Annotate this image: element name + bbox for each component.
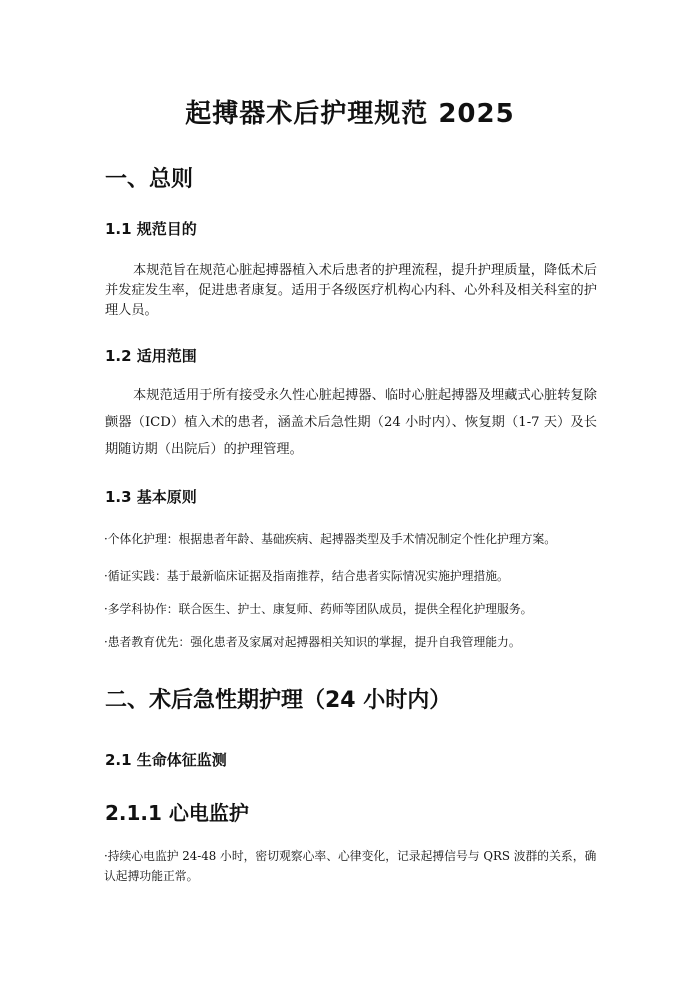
section-heading-acute-care: 二、术后急性期护理（24 小时内） bbox=[105, 688, 452, 713]
section-heading-general: 一、总则 bbox=[105, 167, 194, 192]
paragraph-scope: 本规范适用于所有接受永久性心脏起搏器、临时心脏起搏器及埋藏式心脏转复除颤器（ICD）植入术的患者，涵盖术后急性期（24 小时内）、恢复期（1-7 天）及长期随访期（出院后）的护理管理。 bbox=[105, 388, 597, 457]
principle-item: ·循证实践：基于最新临床证据及指南推荐，结合患者实际情况实施护理措施。 bbox=[104, 569, 509, 583]
paragraph-purpose: 本规范旨在规范心脏起搏器植入术后患者的护理流程，提升护理质量，降低术后并发症发生率，促进患者康复。适用于各级医疗机构心内科、心外科及相关科室的护理人员。 bbox=[105, 263, 597, 318]
subsection-heading-1-1: 1.1 规范目的 bbox=[105, 220, 197, 238]
subsection-heading-2-1: 2.1 生命体征监测 bbox=[105, 751, 227, 769]
subsection-heading-1-3: 1.3 基本原则 bbox=[105, 488, 197, 506]
principle-item: ·个体化护理：根据患者年龄、基础疾病、起搏器类型及手术情况制定个性化护理方案。 bbox=[104, 532, 557, 546]
subsection-heading-2-1-1: 2.1.1 心电监护 bbox=[105, 801, 249, 825]
principle-item: ·患者教育优先：强化患者及家属对起搏器相关知识的掌握，提升自我管理能力。 bbox=[104, 635, 521, 649]
principle-item: ·多学科协作：联合医生、护士、康复师、药师等团队成员，提供全程化护理服务。 bbox=[104, 602, 533, 616]
document-title: 起搏器术后护理规范 2025 bbox=[185, 99, 515, 129]
paragraph-ecg-monitoring: ·持续心电监护 24-48 小时，密切观察心率、心律变化，记录起搏信号与 QRS 波群的关系，确认起搏功能正常。 bbox=[104, 849, 597, 883]
subsection-heading-1-2: 1.2 适用范围 bbox=[105, 347, 197, 365]
